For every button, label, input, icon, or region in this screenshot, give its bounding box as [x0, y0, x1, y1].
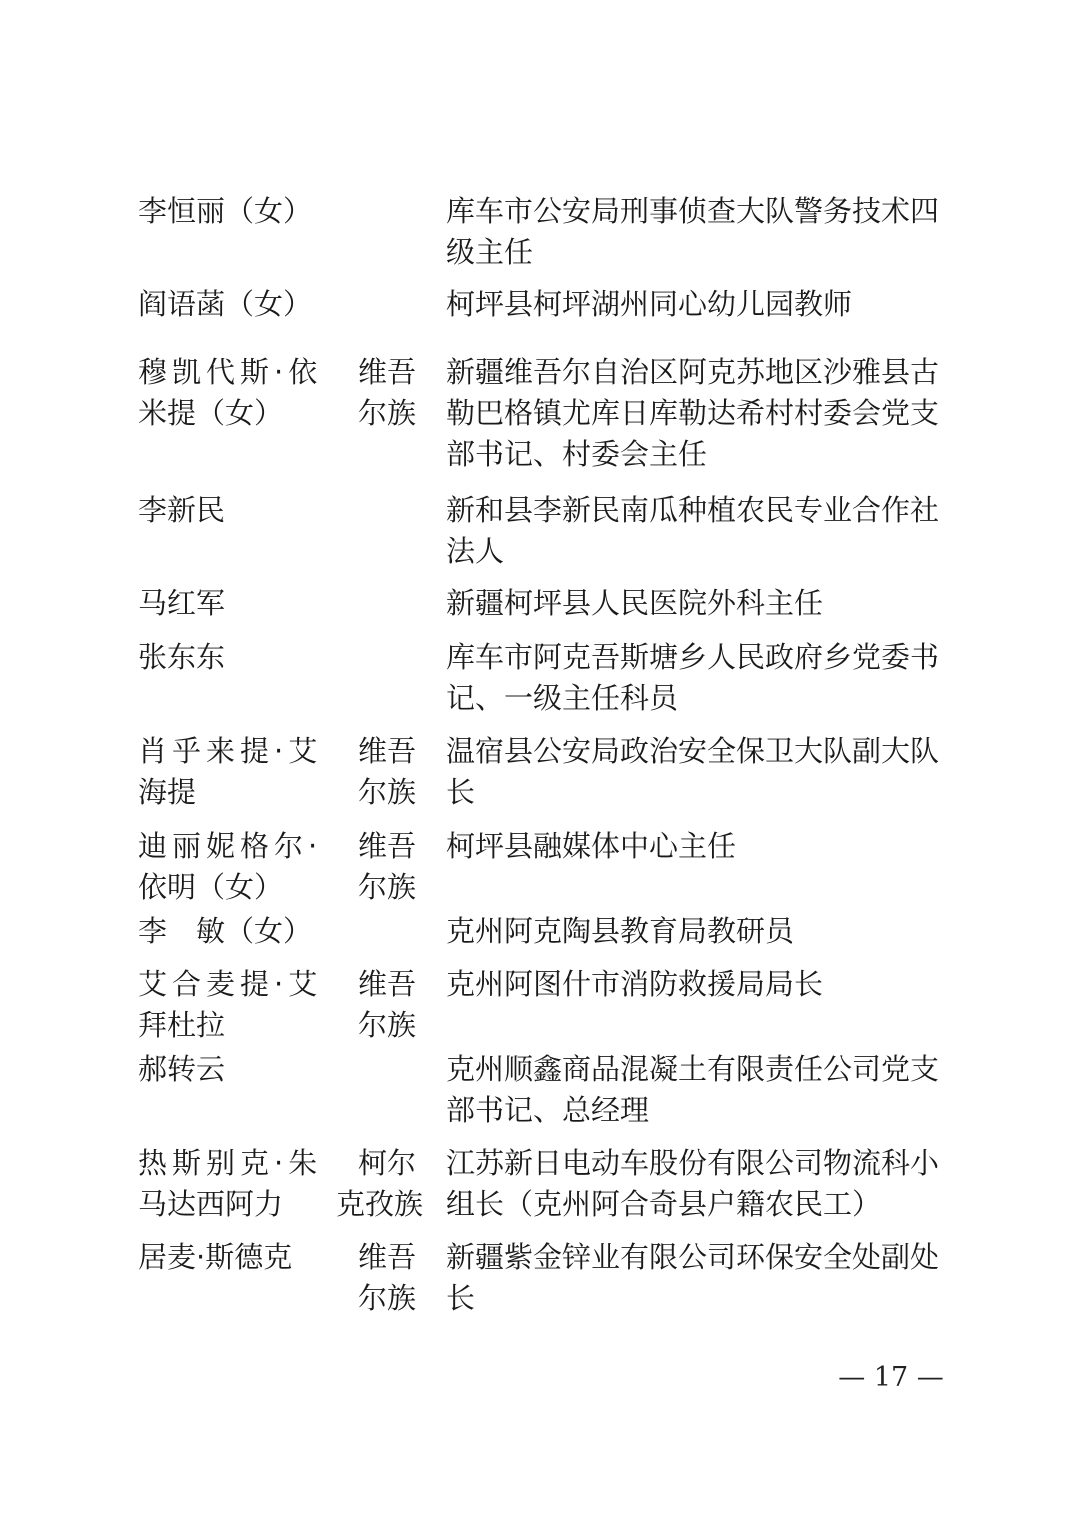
ethnicity-line: 柯尔 — [357, 1146, 416, 1180]
ethnicity-line: 维吾 — [357, 1240, 416, 1274]
ethnicity — [336, 1237, 416, 1319]
person-description: 新疆维吾尔自治区阿克苏地区沙雅县古勒巴格镇尤库日库勒达希村村委会党支部书记、村委会主任 — [446, 355, 940, 471]
name-line: 马红军 — [138, 586, 226, 620]
name-line: 米提（女） — [138, 396, 284, 430]
person-description: 新疆柯坪县人民医院外科主任 — [446, 586, 824, 620]
person-name — [138, 352, 324, 434]
person-name — [138, 826, 324, 908]
ethnicity — [336, 1143, 424, 1225]
person-name — [138, 911, 324, 952]
person-name — [138, 637, 324, 678]
ethnicity-line: 维吾 — [357, 829, 416, 863]
name-line: 拜杜拉 — [138, 1008, 226, 1042]
ethnicity-line: 尔族 — [357, 870, 416, 904]
name-line: 马达西阿力 — [138, 1187, 284, 1221]
name-line: 李恒丽（女） — [138, 194, 313, 228]
name-line: 郝转云 — [138, 1052, 226, 1086]
person-name — [138, 1237, 324, 1278]
ethnicity-line: 尔族 — [357, 775, 416, 809]
person-name — [138, 191, 324, 232]
ethnicity-line: 尔族 — [357, 1281, 416, 1315]
ethnicity-line: 维吾 — [357, 355, 416, 389]
ethnicity-line: 维吾 — [357, 734, 416, 768]
person-description: 库车市公安局刑事侦查大队警务技术四级主任 — [446, 194, 940, 269]
ethnicity — [336, 352, 416, 434]
person-description: 柯坪县柯坪湖州同心幼儿园教师 — [446, 287, 853, 321]
person-name — [138, 964, 324, 1046]
person-name — [138, 583, 324, 624]
person-description: 江苏新日电动车股份有限公司物流科小组长（克州阿合奇县户籍农民工） — [446, 1146, 940, 1221]
name-line: 迪丽妮格尔· — [138, 829, 323, 863]
name-line: 穆凯代斯·依 — [138, 355, 323, 389]
person-description: 克州顺鑫商品混凝土有限责任公司党支部书记、总经理 — [446, 1052, 940, 1127]
person-description: 克州阿图什市消防救援局局长 — [446, 967, 824, 1001]
person-name — [138, 284, 324, 325]
person-description: 克州阿克陶县教育局教研员 — [446, 914, 795, 948]
name-line: 居麦·斯德克 — [138, 1240, 293, 1274]
name-line: 依明（女） — [138, 870, 284, 904]
person-name — [138, 731, 324, 813]
name-line: 艾合麦提·艾 — [138, 967, 323, 1001]
person-description: 新疆紫金锌业有限公司环保安全处副处长 — [446, 1240, 940, 1315]
person-description: 新和县李新民南瓜种植农民专业合作社法人 — [446, 493, 940, 568]
name-line: 海提 — [138, 775, 197, 809]
name-line: 李 敏（女） — [138, 914, 313, 948]
ethnicity — [336, 964, 416, 1046]
ethnicity-line: 尔族 — [357, 1008, 416, 1042]
ethnicity — [336, 731, 416, 813]
person-name — [138, 1049, 324, 1090]
name-line: 热斯别克·朱 — [138, 1146, 323, 1180]
name-line: 阎语菡（女） — [138, 287, 313, 321]
person-name — [138, 1143, 324, 1225]
name-line: 张东东 — [138, 640, 226, 674]
ethnicity-line: 尔族 — [357, 396, 416, 430]
name-line: 肖乎来提·艾 — [138, 734, 323, 768]
page-number: — 17 — — [838, 1362, 944, 1393]
ethnicity-line: 维吾 — [357, 967, 416, 1001]
person-name — [138, 490, 324, 531]
ethnicity-line: 克孜族 — [336, 1187, 424, 1221]
person-description: 库车市阿克吾斯塘乡人民政府乡党委书记、一级主任科员 — [446, 640, 940, 715]
person-description: 柯坪县融媒体中心主任 — [446, 829, 737, 863]
ethnicity — [336, 826, 416, 908]
name-line: 李新民 — [138, 493, 226, 527]
person-description: 温宿县公安局政治安全保卫大队副大队长 — [446, 734, 940, 809]
